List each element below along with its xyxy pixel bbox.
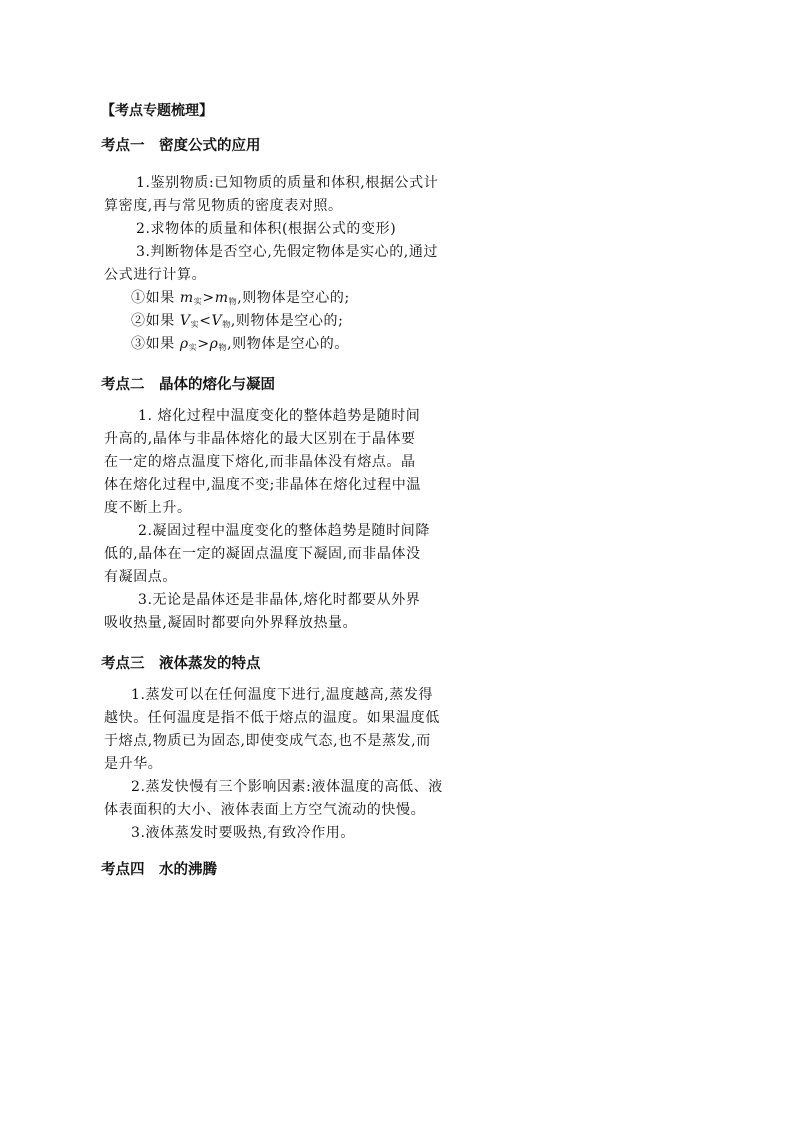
section-1-body [104, 172, 438, 356]
section-1-heading: 考点一 密度公式的应用 [101, 138, 261, 154]
paragraph-line: 是升华。 [104, 756, 163, 772]
paragraph-line: 3.液体蒸发时要吸热,有致冷作用。 [131, 825, 356, 841]
paragraph-line: 吸收热量,凝固时都要向外界释放热量。 [104, 615, 358, 631]
paragraph-line: 1.蒸发可以在任何温度下进行,温度越高,蒸发得 [131, 687, 434, 703]
paragraph-line: 2.凝固过程中温度变化的整体趋势是随时间降 [138, 523, 430, 539]
paragraph-line: 3.判断物体是否空心,先假定物体是实心的,通过 [136, 244, 439, 260]
section-4-heading: 考点四 水的沸腾 [101, 862, 217, 878]
section-3-body [104, 684, 443, 845]
paragraph-line: 度不断上升。 [104, 500, 192, 516]
paragraph-line: 体在熔化过程中,温度不变;非晶体在熔化过程中温 [104, 477, 421, 493]
page-title: 【考点专题梳理】 [101, 103, 213, 119]
paragraph-line: 3.无论是晶体还是非晶体,熔化时都要从外界 [138, 592, 421, 608]
paragraph-line: 越快。任何温度是指不低于熔点的温度。如果温度低 [104, 710, 440, 726]
section-2-heading: 考点二 晶体的熔化与凝固 [101, 377, 275, 393]
paragraph-line: 体表面积的大小、液体表面上方空气流动的快慢。 [104, 802, 426, 818]
paragraph-line: 2.蒸发快慢有三个影响因素:液体温度的高低、液 [131, 779, 443, 795]
paragraph-line: 升高的,晶体与非晶体熔化的最大区别在于晶体要 [104, 431, 416, 447]
condition-line-3: ③如果 $\rho_实>\rho_物$,则物体是空心的。 [131, 336, 349, 352]
paragraph-line: 于熔点,物质已为固态,即使变成气态,也不是蒸发,而 [104, 733, 431, 749]
paragraph-line: 算密度,再与常见物质的密度表对照。 [104, 198, 343, 214]
section-3-heading: 考点三 液体蒸发的特点 [101, 656, 261, 672]
paragraph-line: 有凝固点。 [104, 569, 177, 585]
paragraph-line: 1. 熔化过程中温度变化的整体趋势是随时间 [138, 408, 421, 424]
paragraph-line: 公式进行计算。 [104, 267, 207, 283]
paragraph-line: 低的,晶体在一定的凝固点温度下凝固,而非晶体没 [104, 546, 421, 562]
condition-line-1: ①如果 $m_实>m_物$,则物体是空心的; [131, 290, 350, 306]
paragraph-line: 1.鉴别物质:已知物质的质量和体积,根据公式计 [136, 175, 439, 191]
condition-line-2: ②如果 $V_实<V_物$,则物体是空心的; [131, 313, 344, 329]
paragraph-line: 在一定的熔点温度下熔化,而非晶体没有熔点。晶 [104, 454, 416, 470]
section-2-body [104, 405, 430, 635]
paragraph-line: 2.求物体的质量和体积(根据公式的变形) [136, 221, 397, 237]
